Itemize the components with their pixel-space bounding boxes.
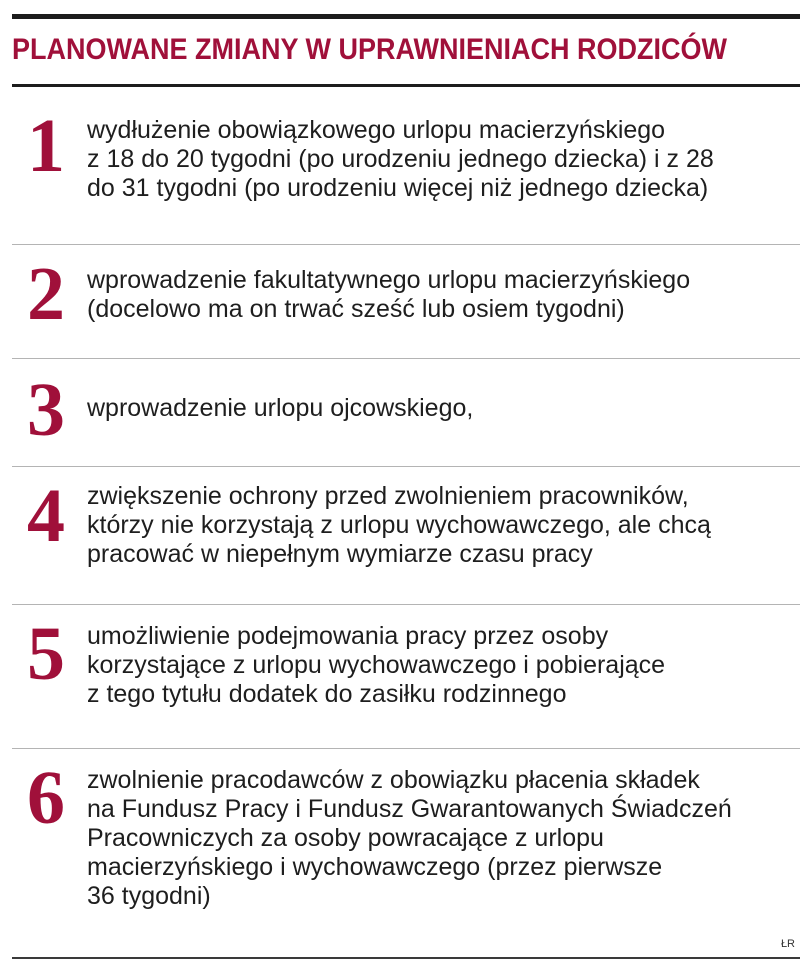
divider [12,358,800,359]
list-item-1 [12,104,800,238]
list-item-6 [12,756,800,950]
divider [12,466,800,467]
item-text: wprowadzenie fakultatywnego urlopu macierzyńskiego (docelowo ma on trwać sześć lub osiem tygodni) [87,266,691,323]
list-item-5 [12,612,800,736]
item-number: 4 [27,474,65,558]
page-title: PLANOWANE ZMIANY W UPRAWNIENIACH RODZICÓW [12,33,727,66]
item-number: 5 [27,612,65,696]
list-item-4 [12,474,800,598]
item-number: 2 [27,252,65,336]
bottom-rule [12,957,800,959]
divider [12,604,800,605]
list-item-2 [12,252,800,356]
list-item-3 [12,368,800,462]
item-number: 1 [27,104,65,188]
title-rule [12,84,800,87]
item-number: 3 [27,368,65,452]
item-text: wprowadzenie urlopu ojcowskiego, [87,394,474,422]
divider [12,748,800,749]
item-text: zwolnienie pracodawców z obowiązku płacenia składek na Fundusz Pracy i Fundusz Gwarantowanych Świadczeń Pracowniczych za osoby powracające z urlopu macierzyńskiego i wychowawczego (przez pierwsze 36 tygodni) [87,766,732,910]
item-text: wydłużenie obowiązkowego urlopu macierzyńskiego z 18 do 20 tygodni (po urodzeniu jednego dziecka) i z 28 do 31 tygodni (po urodzeniu więcej niż jednego dziecka) [87,116,714,202]
divider [12,244,800,245]
top-rule [12,14,800,19]
item-text: zwiększenie ochrony przed zwolnieniem pracowników, którzy nie korzystają z urlopu wychowawczego, ale chcą pracować w niepełnym wymiarze czasu pracy [87,482,711,568]
item-number: 6 [27,756,65,840]
author-credit: ŁR [780,938,795,950]
item-text: umożliwienie podejmowania pracy przez osoby korzystające z urlopu wychowawczego i pobierające z tego tytułu dodatek do zasiłku rodzinnego [87,622,666,708]
